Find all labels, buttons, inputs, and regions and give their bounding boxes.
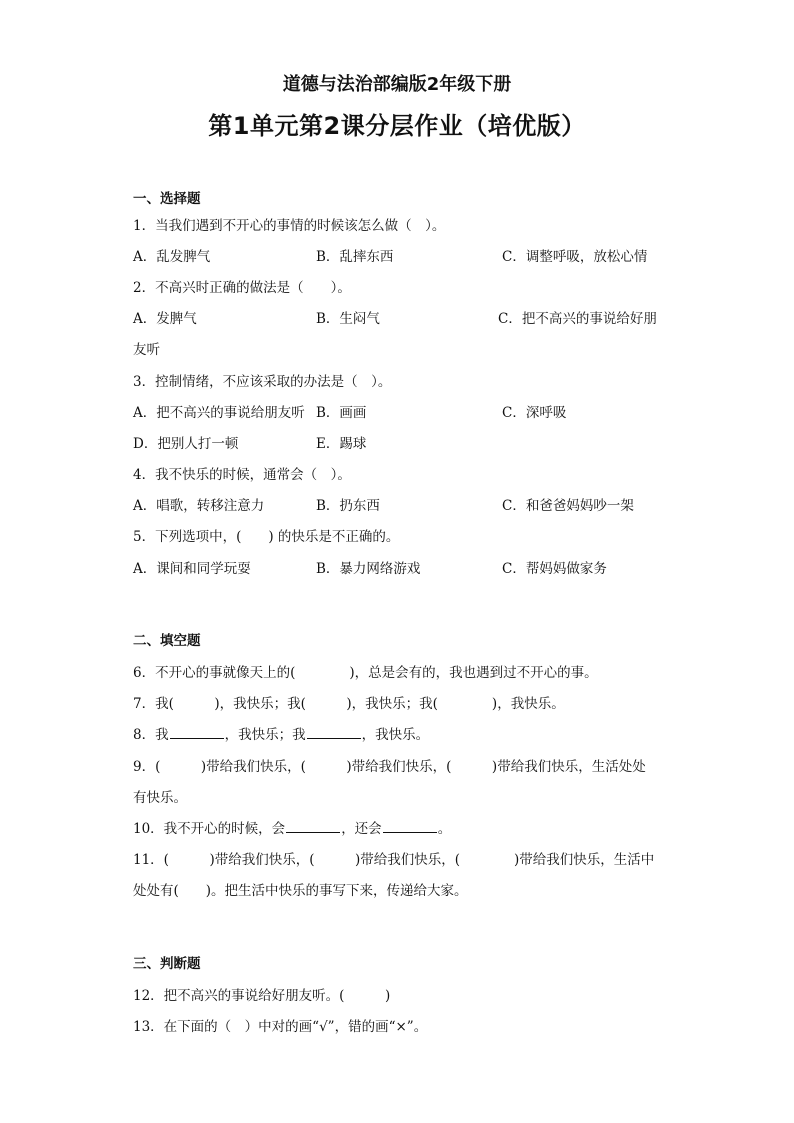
document-title: 道德与法治部编版2年级下册	[282, 74, 512, 95]
question-2-option-c: C．把不高兴的事说给好朋	[498, 311, 657, 327]
question-9-line-2: 有快乐。	[133, 790, 187, 806]
question-6: 6．不开心的事就像天上的( )，总是会有的，我也遇到过不开心的事。	[133, 665, 598, 681]
question-4-option-a: A．唱歌，转移注意力	[133, 498, 265, 514]
question-3-stem: 3．控制情绪，不应该采取的办法是（ ）。	[133, 374, 392, 390]
document-subtitle: 第1单元第2课分层作业（培优版）	[208, 112, 586, 140]
question-2-option-c-continued: 友听	[133, 342, 160, 358]
question-2-stem: 2．不高兴时正确的做法是（ ）。	[133, 280, 351, 296]
question-9-line-1: 9．( )带给我们快乐，( )带给我们快乐，( )带给我们快乐，生活处处	[133, 759, 646, 775]
answer-blank[interactable]	[286, 831, 340, 833]
question-10-part-1: 10．我不开心的时候，会	[133, 821, 286, 837]
question-11-line-1: 11．( )带给我们快乐，( )带给我们快乐，( )带给我们快乐，生活中	[133, 852, 655, 868]
question-3-option-a: A．把不高兴的事说给朋友听	[133, 405, 305, 421]
question-1-option-c: C．调整呼吸，放松心情	[502, 249, 648, 265]
section-heading-true-false: 三、判断题	[133, 956, 201, 972]
answer-blank[interactable]	[307, 737, 361, 739]
question-1-stem: 1．当我们遇到不开心的事情的时候该怎么做（ ）。	[133, 218, 446, 234]
question-8	[133, 723, 429, 743]
question-5-stem: 5．下列选项中，( ) 的快乐是不正确的。	[133, 529, 400, 545]
section-heading-fill-blank: 二、填空题	[133, 633, 201, 649]
question-3-option-c: C．深呼吸	[502, 405, 567, 421]
question-3-option-b: B．画画	[316, 405, 367, 421]
question-8-part-3: ，我快乐。	[361, 727, 430, 743]
question-3-option-e: E．踢球	[316, 436, 367, 452]
question-1-option-b: B．乱摔东西	[316, 249, 394, 265]
question-4-option-b: B．扔东西	[316, 498, 380, 514]
question-4-stem: 4．我不快乐的时候，通常会（ ）。	[133, 467, 351, 483]
question-4-option-c: C．和爸爸妈妈吵一架	[502, 498, 634, 514]
question-10-part-2: ，还会	[341, 821, 382, 837]
question-13: 13．在下面的（ ）中对的画“√”，错的画“×”。	[133, 1019, 428, 1035]
question-8-part-2: ，我快乐；我	[224, 727, 306, 743]
answer-blank[interactable]	[383, 831, 437, 833]
question-5-option-c: C．帮妈妈做家务	[502, 561, 607, 577]
question-10-part-3: 。	[437, 821, 452, 837]
question-2-option-b: B．生闷气	[316, 311, 380, 327]
question-5-option-b: B．暴力网络游戏	[316, 561, 421, 577]
question-3-option-d: D．把别人打一顿	[133, 436, 239, 452]
question-12: 12．把不高兴的事说给好朋友听。( )	[133, 988, 391, 1004]
question-7: 7．我( )，我快乐；我( )，我快乐；我( )，我快乐。	[133, 696, 565, 712]
question-11-line-2: 处处有( )。把生活中快乐的事写下来，传递给大家。	[133, 883, 468, 899]
question-10	[133, 817, 451, 837]
answer-blank[interactable]	[170, 737, 224, 739]
section-heading-choice: 一、选择题	[133, 191, 201, 207]
question-8-part-1: 8．我	[133, 727, 169, 743]
question-5-option-a: A．课间和同学玩耍	[133, 561, 251, 577]
question-1-option-a: A．乱发脾气	[133, 249, 211, 265]
question-2-option-a: A．发脾气	[133, 311, 197, 327]
